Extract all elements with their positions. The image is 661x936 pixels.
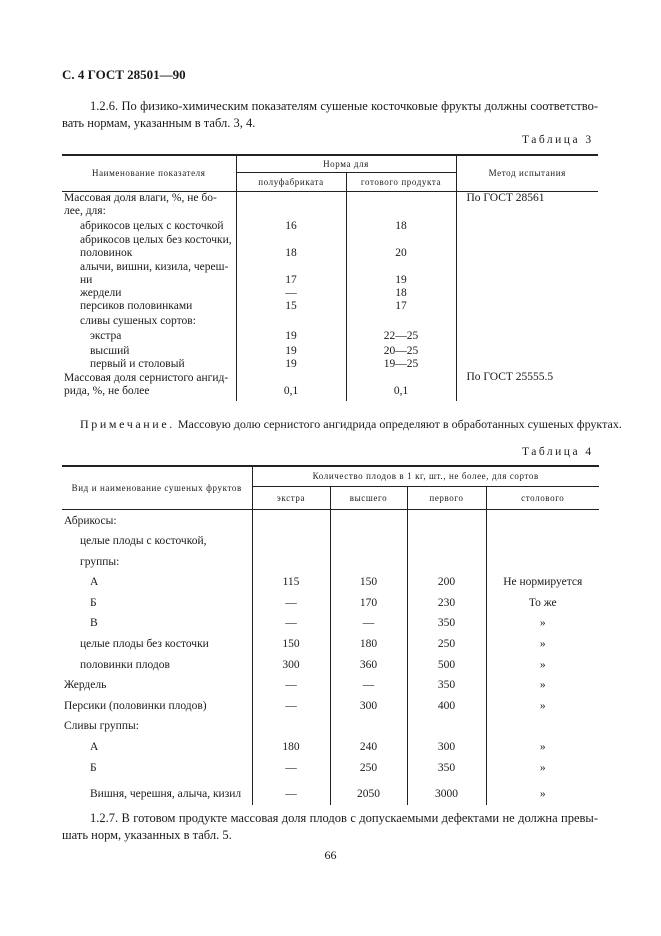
paragraph-1-2-7: 1.2.7. В готовом продукте массовая доля плодов с допускаемыми дефектами не должна превы-шать норм, указанных в табл. 5. xyxy=(62,811,598,842)
t3-cell-semi: — xyxy=(236,287,346,300)
t4-cell-first: 350 xyxy=(407,754,486,775)
t3-cell-ready: 18 xyxy=(346,287,456,300)
t4-cell-name: Б xyxy=(90,761,97,774)
t3-row xyxy=(62,191,598,218)
t4-cell-name: Абрикосы: xyxy=(64,514,117,527)
t4-cell-first: 500 xyxy=(407,651,486,672)
t3-row xyxy=(62,358,598,371)
t4-cell-table: » xyxy=(486,630,599,651)
t4-cell-extra: — xyxy=(252,775,330,805)
t3-cell-semi: 17 xyxy=(236,260,346,287)
t3-header-ready: готового продукта xyxy=(346,172,456,191)
t4-cell-name: Персики (половинки плодов) xyxy=(64,699,207,712)
t4-cell-extra: 150 xyxy=(252,630,330,651)
t4-cell-high: 300 xyxy=(330,692,407,713)
t4-header-qty: Количество плодов в 1 кг, шт., не более, для сортов xyxy=(252,466,599,486)
t4-cell-first: 250 xyxy=(407,630,486,651)
t4-row xyxy=(62,528,599,549)
t3-row xyxy=(62,233,598,260)
t4-cell-name: Вишня, черешня, алыча, кизил xyxy=(90,787,242,800)
t4-cell-extra xyxy=(252,713,330,734)
table-3 xyxy=(62,154,598,401)
t3-cell-name: первый и столовый xyxy=(90,357,185,370)
t4-cell-extra xyxy=(252,509,330,528)
t4-row xyxy=(62,630,599,651)
t3-row xyxy=(62,260,598,287)
t3-cell-ready xyxy=(346,191,456,218)
t3-cell-semi: 18 xyxy=(236,233,346,260)
t3-cell-name: Массовая доля сернистого ангид-рида, %, не более xyxy=(64,371,229,397)
t3-cell-name: Массовая доля влаги, %, не бо-лее, для: xyxy=(64,191,217,217)
t3-cell-semi xyxy=(236,191,346,218)
t3-row xyxy=(62,343,598,358)
t4-cell-high xyxy=(330,528,407,549)
t4-cell-table: » xyxy=(486,672,599,693)
t3-cell-ready: 20 xyxy=(346,233,456,260)
t4-row xyxy=(62,509,599,528)
t4-cell-table: » xyxy=(486,610,599,631)
t4-cell-name: А xyxy=(90,741,99,754)
t4-cell-name: Б xyxy=(90,596,97,609)
t3-cell-ready xyxy=(346,313,456,328)
t3-cell-ready: 19—25 xyxy=(346,358,456,371)
t3-cell-method xyxy=(456,343,598,358)
t4-header-table: столового xyxy=(486,486,599,509)
t3-header-name: Наименование показателя xyxy=(62,155,236,191)
t4-cell-first: 350 xyxy=(407,610,486,631)
t3-row xyxy=(62,313,598,328)
t4-cell-high xyxy=(330,548,407,569)
t4-cell-extra: 180 xyxy=(252,733,330,754)
t4-cell-extra xyxy=(252,548,330,569)
table4-caption: Таблица 4 xyxy=(522,446,594,458)
t4-cell-extra: 300 xyxy=(252,651,330,672)
t3-cell-semi xyxy=(236,313,346,328)
t4-row xyxy=(62,651,599,672)
t4-cell-high: 240 xyxy=(330,733,407,754)
t4-cell-first: 200 xyxy=(407,569,486,590)
t3-cell-ready: 17 xyxy=(346,300,456,313)
t4-row xyxy=(62,713,599,734)
t4-cell-high: — xyxy=(330,610,407,631)
t4-header-high: высшего xyxy=(330,486,407,509)
t4-cell-high: 2050 xyxy=(330,775,407,805)
t4-cell-extra xyxy=(252,528,330,549)
t3-row xyxy=(62,287,598,300)
t3-row xyxy=(62,218,598,233)
t4-row xyxy=(62,692,599,713)
table-4 xyxy=(62,465,599,805)
t4-row xyxy=(62,672,599,693)
t3-cell-name: персиков половинками xyxy=(80,299,193,312)
t3-header-method: Метод испытания xyxy=(456,155,598,191)
t4-cell-first: 230 xyxy=(407,589,486,610)
t3-header-semi: полуфабриката xyxy=(236,172,346,191)
t4-row xyxy=(62,610,599,631)
t3-cell-name: высший xyxy=(90,344,130,357)
t4-row xyxy=(62,569,599,590)
t4-cell-table: » xyxy=(486,651,599,672)
t4-cell-extra: 115 xyxy=(252,569,330,590)
t4-cell-name: целые плоды без косточки xyxy=(80,638,209,651)
t4-cell-table xyxy=(486,528,599,549)
t4-cell-first: 350 xyxy=(407,672,486,693)
t4-header-extra: экстра xyxy=(252,486,330,509)
t4-cell-table: » xyxy=(486,733,599,754)
t4-cell-first xyxy=(407,528,486,549)
t3-cell-ready: 20—25 xyxy=(346,343,456,358)
t3-cell-semi: 19 xyxy=(236,328,346,343)
table3-caption: Таблица 3 xyxy=(522,134,594,146)
note-label: Примечание. xyxy=(80,417,175,431)
t3-cell-method xyxy=(456,313,598,328)
t4-cell-first xyxy=(407,548,486,569)
t4-cell-table: Не нормируется xyxy=(486,569,599,590)
t3-cell-name: жердели xyxy=(80,286,122,299)
t4-cell-table xyxy=(486,548,599,569)
t3-row xyxy=(62,300,598,313)
t4-cell-extra: — xyxy=(252,672,330,693)
t3-cell-semi: 19 xyxy=(236,343,346,358)
t4-cell-name: группы: xyxy=(80,555,120,568)
t4-row xyxy=(62,548,599,569)
paragraph-1-2-6: 1.2.6. По физико-химическим показателям сушеные косточковые фрукты должны соответство-вать нормам, указанным в табл. 3, 4. xyxy=(62,99,598,130)
t3-cell-method xyxy=(456,300,598,313)
t4-cell-high: 150 xyxy=(330,569,407,590)
t4-row xyxy=(62,589,599,610)
t3-cell-name: сливы сушеных сортов: xyxy=(80,314,196,327)
page-header: С. 4 ГОСТ 28501—90 xyxy=(62,67,186,82)
t4-row xyxy=(62,733,599,754)
t4-cell-name: целые плоды с косточкой, xyxy=(80,535,207,548)
t4-row xyxy=(62,754,599,775)
t3-cell-ready: 0,1 xyxy=(346,371,456,401)
t4-cell-table xyxy=(486,713,599,734)
t4-cell-name: Сливы группы: xyxy=(64,720,139,733)
t3-cell-method xyxy=(456,233,598,260)
t4-cell-first xyxy=(407,713,486,734)
note-text: Массовую долю сернистого ангидрида определяют в обработанных сушеных фруктах. xyxy=(177,417,622,431)
t4-header-name: Вид и наименование сушеных фруктов xyxy=(62,466,252,509)
t4-cell-extra: — xyxy=(252,610,330,631)
t3-cell-method xyxy=(456,218,598,233)
t4-cell-first: 3000 xyxy=(407,775,486,805)
t4-cell-high: 360 xyxy=(330,651,407,672)
t4-cell-extra: — xyxy=(252,692,330,713)
t3-cell-method xyxy=(456,260,598,287)
t3-row xyxy=(62,328,598,343)
t4-cell-table: » xyxy=(486,775,599,805)
t4-cell-table: » xyxy=(486,754,599,775)
t3-header-norm: Норма для xyxy=(236,155,456,172)
t4-cell-high: 250 xyxy=(330,754,407,775)
t3-cell-method xyxy=(456,287,598,300)
table3-note xyxy=(80,417,622,432)
t3-cell-name: абрикосов целых с косточкой xyxy=(80,219,224,232)
t3-cell-method xyxy=(456,358,598,371)
t3-cell-name: алычи, вишни, кизила, череш-ни xyxy=(80,260,229,286)
t4-cell-first: 400 xyxy=(407,692,486,713)
t4-cell-first xyxy=(407,509,486,528)
t3-cell-semi: 16 xyxy=(236,218,346,233)
t3-cell-ready: 18 xyxy=(346,218,456,233)
t3-cell-semi: 19 xyxy=(236,358,346,371)
t3-cell-name: абрикосов целых без косточки, половинок xyxy=(80,233,232,259)
page-number: 66 xyxy=(324,848,337,862)
t4-header-first: первого xyxy=(407,486,486,509)
t3-cell-method xyxy=(456,328,598,343)
t3-cell-method: По ГОСТ 28561 xyxy=(456,191,598,218)
t4-cell-table: То же xyxy=(486,589,599,610)
t4-cell-table: » xyxy=(486,692,599,713)
t4-cell-high xyxy=(330,713,407,734)
t3-cell-method: По ГОСТ 25555.5 xyxy=(456,371,598,401)
t3-cell-name: экстра xyxy=(90,329,122,342)
t4-cell-name: В xyxy=(90,617,98,630)
t4-cell-high: 170 xyxy=(330,589,407,610)
t4-cell-extra: — xyxy=(252,754,330,775)
t4-cell-name: Жердель xyxy=(64,679,107,692)
t3-cell-semi: 15 xyxy=(236,300,346,313)
t4-cell-high xyxy=(330,509,407,528)
t3-cell-ready: 19 xyxy=(346,260,456,287)
t3-cell-ready: 22—25 xyxy=(346,328,456,343)
t4-cell-table xyxy=(486,509,599,528)
t4-cell-high: — xyxy=(330,672,407,693)
t4-cell-first: 300 xyxy=(407,733,486,754)
t4-cell-name: половинки плодов xyxy=(80,658,170,671)
t4-row xyxy=(62,775,599,805)
t4-cell-extra: — xyxy=(252,589,330,610)
t4-cell-name: А xyxy=(90,576,99,589)
t3-cell-semi: 0,1 xyxy=(236,371,346,401)
t4-cell-high: 180 xyxy=(330,630,407,651)
t3-row xyxy=(62,371,598,401)
